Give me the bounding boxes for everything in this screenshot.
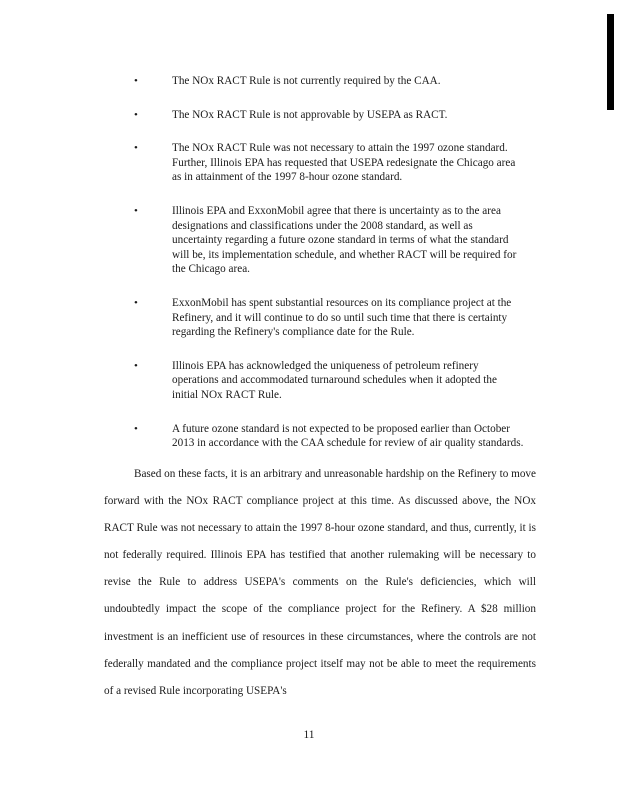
page-number: 11 — [303, 729, 315, 741]
bullet-text: A future ozone standard is not expected to be proposed earlier than October 2013 in accordance with the CAA schedule for review of air quality standards. — [172, 422, 524, 450]
bullet-dot: • — [134, 108, 138, 121]
body-paragraph: Based on these facts, it is an arbitrary and unreasonable hardship on the Refinery to move forward with the NOx RACT compliance project at this time. As discussed above, the NOx RACT Rule was not necessary to attain the 1997 8-hour ozone standard, and thus, currently, it is not federally required. Illinois EPA has testified that another rulemaking will be necessary to revise the Rule to address USEPA's comments on the Rule's deficiencies, which will undoubtedly impact the scope of the compliance project for the Refinery. A $28 million investment is an inefficient use of resources in these circumstances, where the controls are not federally mandated and the compliance project itself may not be able to meet the requirements of a revised Rule incorporating USEPA's — [104, 468, 536, 697]
bullet-list — [134, 74, 524, 470]
scan-edge-mark — [607, 14, 614, 110]
bullet-text: The NOx RACT Rule was not necessary to attain the 1997 ozone standard. Further, Illinois EPA has requested that USEPA redesignate the Chicago area as in attainment of the 1997 8-hour ozone standard. — [172, 142, 516, 184]
bullet-dot: • — [134, 296, 138, 309]
bullet-text: Illinois EPA and ExxonMobil agree that there is uncertainty as to the area designations and classifications under the 2008 standard, as well as uncertainty regarding a future ozone standard in terms of what the standard will be, its implementation schedule, and whether RACT will be required for the Chicago area. — [172, 204, 517, 276]
bullet-text: The NOx RACT Rule is not currently required by the CAA. — [172, 75, 441, 87]
bullet-item — [134, 108, 524, 123]
bullet-dot: • — [134, 142, 138, 155]
bullet-item — [134, 141, 524, 185]
bullet-item — [134, 422, 524, 451]
bullet-dot: • — [134, 204, 138, 217]
bullet-item — [134, 74, 524, 89]
bullet-dot: • — [134, 359, 138, 372]
bullet-item — [134, 204, 524, 277]
bullet-item — [134, 296, 524, 340]
bullet-text: Illinois EPA has acknowledged the uniqueness of petroleum refinery operations and accommodated turnaround schedules when it adopted the initial NOx RACT Rule. — [172, 359, 497, 401]
bullet-dot: • — [134, 422, 138, 435]
bullet-text: ExxonMobil has spent substantial resources on its compliance project at the Refinery, and it will continue to do so until such time that there is certainty regarding the Refinery's compliance date for the Rule. — [172, 296, 512, 339]
bullet-item — [134, 359, 524, 403]
bullet-text: The NOx RACT Rule is not approvable by USEPA as RACT. — [172, 108, 448, 121]
bullet-dot: • — [134, 75, 138, 87]
